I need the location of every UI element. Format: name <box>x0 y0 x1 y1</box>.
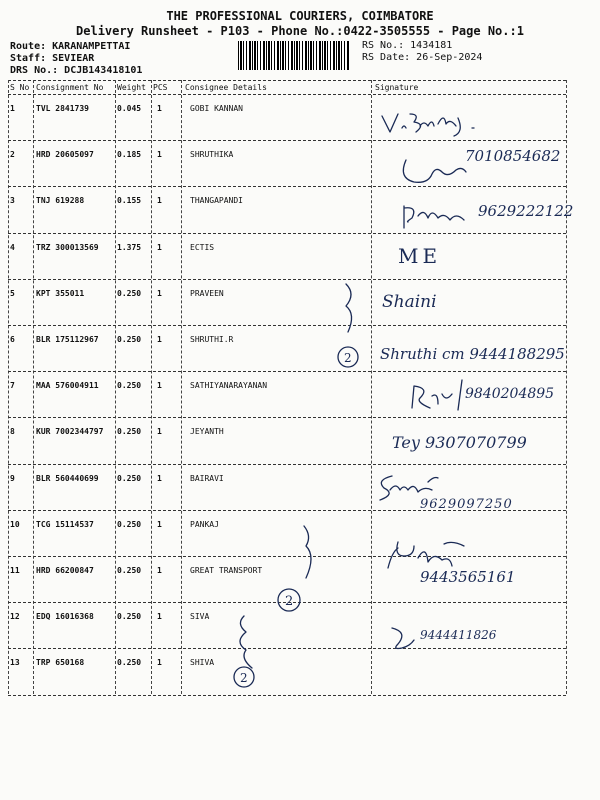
drs-number: DRS No.: DCJB143418101 <box>10 65 143 76</box>
circled-mark-digit: 2 <box>285 594 294 609</box>
signature-11 <box>384 538 494 572</box>
table-rule <box>8 186 566 187</box>
cell-consignment: TCG 15114537 <box>36 519 94 529</box>
cell-sno: 9 <box>10 473 15 483</box>
table-rule <box>8 279 566 280</box>
signature-12 <box>388 622 418 652</box>
cell-sno: 5 <box>10 288 15 298</box>
handwritten-phone-2: 7010854682 <box>465 147 561 165</box>
cell-consignment: MAA 576004911 <box>36 381 99 391</box>
bracket-mark-12 <box>230 612 270 672</box>
cell-consignee: SATHIYANARAYANAN <box>190 381 268 391</box>
circled-mark-13 <box>232 664 256 690</box>
cell-pcs: 1 <box>157 335 162 344</box>
cell-weight: 1.375 <box>117 242 142 252</box>
cell-consignee: GOBI KANNAN <box>190 104 243 113</box>
cell-sno: 13 <box>10 658 20 668</box>
table-rule <box>8 80 566 81</box>
table-rule <box>8 371 566 372</box>
table-rule <box>8 233 566 234</box>
runsheet-title: Delivery Runsheet - P103 - Phone No.:0422-3505555 - Page No.:1 <box>76 24 524 38</box>
cell-sno: 1 <box>10 104 15 113</box>
circled-mark-11 <box>276 586 302 614</box>
cell-sno: 7 <box>10 381 15 391</box>
col-consignee-header: Consignee Details <box>185 83 267 92</box>
signature-1 <box>380 108 490 138</box>
route-label: Route: KARANAMPETTAI <box>10 41 131 52</box>
cell-consignment: KUR 7002344797 <box>36 427 104 437</box>
table-rule <box>8 325 566 326</box>
cell-pcs: 1 <box>157 288 162 298</box>
cell-consignment: HRD 66200847 <box>36 566 94 575</box>
cell-weight: 0.250 <box>117 381 142 391</box>
signature-7 <box>408 380 468 412</box>
signature-4: ME <box>398 244 442 268</box>
rs-date: RS Date: 26-Sep-2024 <box>362 52 483 63</box>
handwritten-phone-3: 9629222122 <box>478 202 574 220</box>
cell-consignee: BAIRAVI <box>190 473 224 483</box>
cell-sno: 11 <box>10 566 20 575</box>
cell-weight: 0.185 <box>117 150 142 160</box>
signature-2 <box>398 152 468 186</box>
cell-pcs: 1 <box>157 381 162 391</box>
cell-pcs: 1 <box>157 242 162 252</box>
handwritten-phone-8: Tey 9307070799 <box>392 433 527 452</box>
cell-weight: 0.045 <box>117 104 142 113</box>
cell-weight: 0.250 <box>117 288 142 298</box>
cell-pcs: 1 <box>157 196 162 206</box>
cell-consignment: KPT 355011 <box>36 288 85 298</box>
circled-mark-6 <box>336 344 360 370</box>
cell-consignment: EDQ 16016368 <box>36 612 94 622</box>
cell-consignment: TNJ 619288 <box>36 196 85 206</box>
rs-number: RS No.: 1434181 <box>362 40 453 51</box>
cell-sno: 12 <box>10 612 20 622</box>
cell-weight: 0.155 <box>117 196 142 206</box>
cell-consignee: THANGAPANDI <box>190 196 243 206</box>
cell-weight: 0.250 <box>117 335 142 344</box>
cell-consignment: TRZ 300013569 <box>36 242 99 252</box>
cell-consignment: TVL 2841739 <box>36 104 89 113</box>
cell-consignee: SHRUTHI.R <box>190 335 234 344</box>
cell-sno: 6 <box>10 335 15 344</box>
cell-consignee: GREAT TRANSPORT <box>190 566 263 575</box>
cell-weight: 0.250 <box>117 566 142 575</box>
cell-pcs: 1 <box>157 566 162 575</box>
bracket-mark <box>340 282 370 334</box>
table-rule <box>8 464 566 465</box>
col-weight-header: Weight <box>117 83 146 92</box>
cell-pcs: 1 <box>157 519 162 529</box>
cell-pcs: 1 <box>157 150 162 160</box>
col-sno-header: S No <box>10 83 30 92</box>
cell-consignee: PANKAJ <box>190 519 219 529</box>
cell-weight: 0.250 <box>117 473 142 483</box>
table-rule <box>8 695 566 696</box>
cell-weight: 0.250 <box>117 519 142 529</box>
cell-sno: 2 <box>10 150 15 160</box>
table-rule <box>8 94 566 95</box>
barcode <box>238 41 350 70</box>
cell-consignment: BLR 560440699 <box>36 473 99 483</box>
cell-pcs: 1 <box>157 658 162 668</box>
cell-consignee: SHRUTHIKA <box>190 150 234 160</box>
col-signature-header: Signature <box>375 83 419 92</box>
handwritten-phone-7: 9840204895 <box>465 386 555 402</box>
cell-consignee: SHIVA <box>190 658 215 668</box>
cell-weight: 0.250 <box>117 612 142 622</box>
cell-consignment: BLR 175112967 <box>36 335 99 344</box>
signature-5: Shaini <box>382 292 437 312</box>
handwritten-phone-9: 9629097250 <box>420 497 513 512</box>
cell-consignee: ECTIS <box>190 242 215 252</box>
cell-consignment: TRP 650168 <box>36 658 85 668</box>
circled-mark-digit: 2 <box>240 671 248 685</box>
signature-3 <box>398 200 478 230</box>
cell-pcs: 1 <box>157 427 162 437</box>
cell-weight: 0.250 <box>117 427 142 437</box>
col-consignment-header: Consignment No <box>36 83 104 92</box>
handwritten-phone-12: 9444411826 <box>420 628 497 642</box>
cell-sno: 3 <box>10 196 15 206</box>
staff-label: Staff: SEVIEAR <box>10 53 95 64</box>
cell-consignment: HRD 20605097 <box>36 150 94 160</box>
table-rule <box>8 417 566 418</box>
cell-pcs: 1 <box>157 104 162 113</box>
table-rule <box>8 648 566 649</box>
column-divider <box>566 80 567 694</box>
bracket-mark-10 <box>300 522 340 582</box>
handwritten-phone-11: 9443565161 <box>420 568 516 586</box>
cell-sno: 4 <box>10 242 15 252</box>
signature-6: Shruthi cm 9444188295 <box>380 345 565 363</box>
company-title: THE PROFESSIONAL COURIERS, COIMBATORE <box>166 9 434 23</box>
cell-consignee: SIVA <box>190 612 210 622</box>
circled-mark-digit: 2 <box>344 351 352 365</box>
cell-sno: 8 <box>10 427 15 437</box>
cell-pcs: 1 <box>157 473 162 483</box>
cell-consignee: PRAVEEN <box>190 288 224 298</box>
cell-sno: 10 <box>10 519 20 529</box>
cell-weight: 0.250 <box>117 658 142 668</box>
table-rule <box>8 140 566 141</box>
cell-pcs: 1 <box>157 612 162 622</box>
cell-consignee: JEYANTH <box>190 427 224 437</box>
col-pcs-header: PCS <box>153 83 168 92</box>
